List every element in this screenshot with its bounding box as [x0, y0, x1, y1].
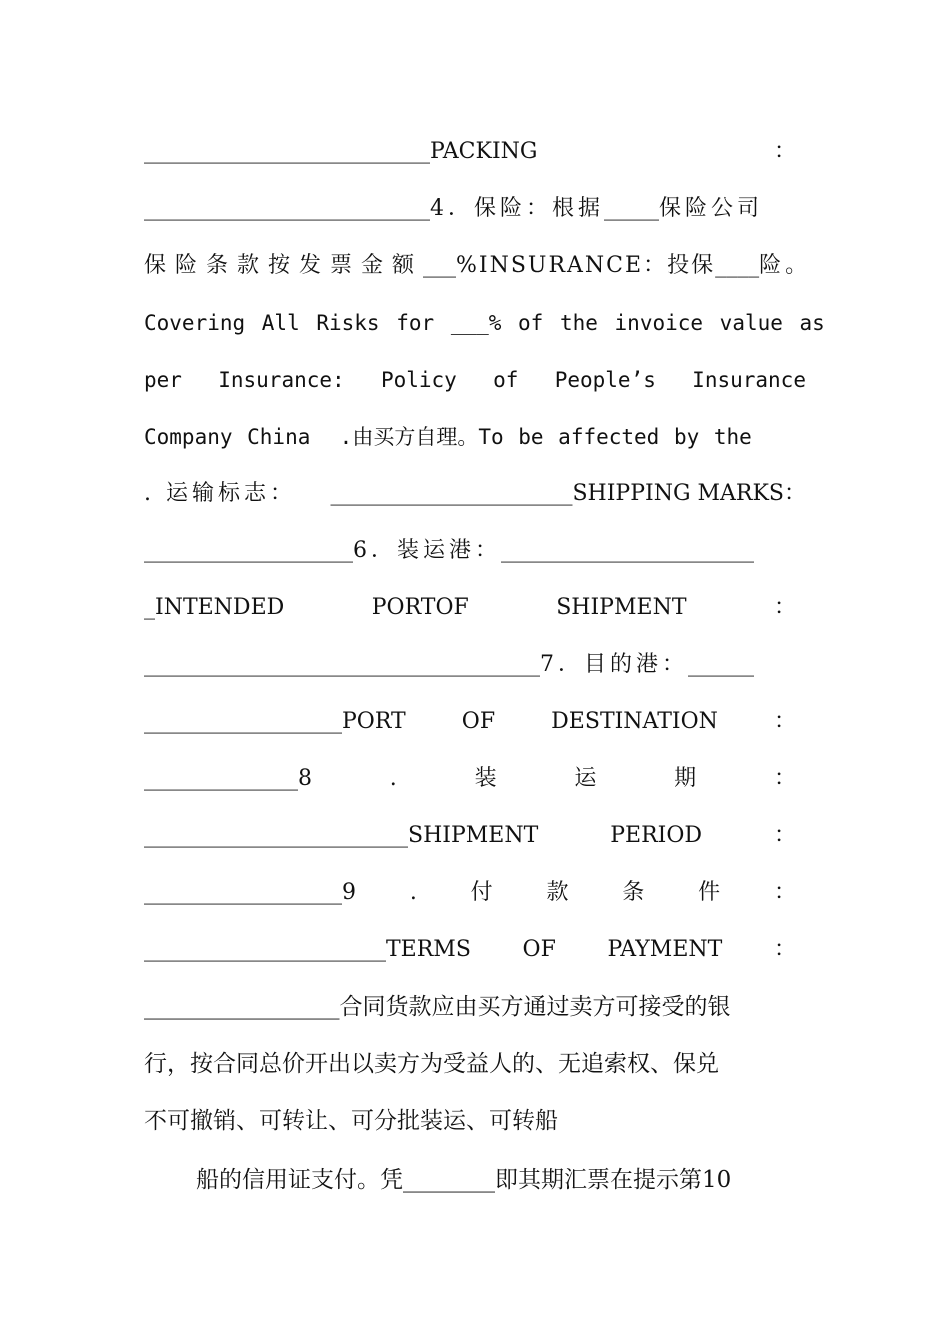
- packing-colon: ：: [773, 139, 796, 164]
- port-of-shipment-blank: _______________________: [501, 538, 754, 563]
- insurance-clause-line: [144, 248, 812, 284]
- insurer-blank: _____: [604, 196, 659, 221]
- terms-row: [144, 932, 471, 968]
- insurance-clause-text: 保险条款按发票金额: [144, 253, 424, 278]
- payment-text-5: 即其期汇票在提示第10: [495, 1167, 732, 1193]
- terms-of-word: OF: [522, 937, 556, 962]
- shipping-marks-blank: ______________________: [330, 481, 573, 506]
- destination-row: [144, 704, 406, 740]
- buyer-arrange-text: .由买方自理。To be affected by the: [339, 425, 752, 449]
- payment-row: [144, 875, 356, 911]
- payment-text-4: 船的信用证支付。凭: [196, 1167, 403, 1193]
- destination-blank: ______: [688, 652, 754, 677]
- payment-text-line-4: [196, 1162, 806, 1198]
- terms-word: TERMS: [386, 937, 471, 962]
- destination-colon: ：: [773, 709, 796, 734]
- portof-word: PORTOF: [371, 595, 469, 620]
- insurance-clause-row: [144, 248, 759, 284]
- port-of-destination-line: [144, 704, 806, 740]
- payment-text-3: 不可撤销、可转让、可分批装运、可转船: [144, 1108, 558, 1134]
- draft-blank: ________: [403, 1167, 495, 1193]
- period-dot: .: [389, 766, 397, 791]
- shipment-period-blank: ________________________: [144, 823, 408, 848]
- company-line: [144, 419, 806, 455]
- shipping-marks-line: [144, 476, 806, 512]
- payment-number: 9: [342, 880, 356, 905]
- risk-suffix: 险。: [759, 253, 812, 278]
- payment-text-2: 行，按合同总价开出以卖方为受益人的、无追索权、保兑: [144, 1051, 719, 1077]
- payment-char-2: 款: [546, 880, 569, 905]
- packing-label: PACKING: [430, 139, 538, 164]
- insurance-blank: __________________________: [144, 196, 430, 221]
- payment-text-line-1: [144, 989, 806, 1025]
- payment-colon: ：: [773, 880, 796, 905]
- insurance-heading-line: [144, 191, 806, 227]
- period-char-3: 期: [674, 766, 697, 791]
- covering-percent-blank: ___: [450, 311, 489, 335]
- shipment-period-heading-line: [144, 761, 806, 797]
- covering-text: Covering All Risks for: [144, 311, 435, 335]
- port-word: PORT: [342, 709, 406, 734]
- period-colon: ：: [773, 766, 796, 791]
- intended-word: _INTENDED: [144, 595, 285, 620]
- shipping-marks-row: [330, 476, 806, 512]
- period-char-1: 装: [474, 766, 497, 791]
- payment-char-1: 付: [470, 880, 493, 905]
- destination-field-blank: __________________: [144, 709, 342, 734]
- payment-text-line-2: [144, 1046, 806, 1082]
- shipment-period-row: [144, 818, 538, 854]
- payment-word: PAYMENT: [607, 937, 723, 962]
- destination-word: DESTINATION: [551, 709, 718, 734]
- payment-text-1: 合同货款应由买方通过卖方可接受的银: [339, 994, 731, 1020]
- risk-blank: ____: [715, 253, 760, 278]
- policy-word-5: People’s: [554, 368, 656, 392]
- terms-blank: ______________________: [144, 937, 386, 962]
- destination-heading-line: [144, 647, 806, 683]
- pre-destination-blank: ____________________________________: [144, 652, 540, 677]
- period-row: [144, 761, 312, 797]
- policy-word-1: per: [144, 368, 182, 392]
- pre-payment-blank: __________________: [144, 880, 342, 905]
- shipment-word: SHIPMENT: [556, 595, 687, 620]
- policy-word-4: of: [493, 368, 519, 392]
- payment-dot: .: [409, 880, 417, 905]
- policy-word-2: Insurance:: [218, 368, 345, 392]
- pre-period-blank: ______________: [144, 766, 298, 791]
- packing-row: [144, 134, 537, 170]
- payment-text-blank: _________________: [144, 994, 340, 1020]
- insurance-heading: 4．保险：根据: [430, 196, 604, 221]
- of-word: OF: [461, 709, 496, 734]
- payment-char-4: 件: [698, 880, 721, 905]
- shipment-period-colon: ：: [773, 823, 796, 848]
- policy-word-3: Policy: [380, 368, 457, 392]
- terms-colon: ：: [773, 937, 796, 962]
- percent-blank: ___: [423, 253, 457, 278]
- intended-port-line: [144, 590, 806, 626]
- packing-blank: __________________________: [144, 139, 430, 164]
- period-char-2: 运: [574, 766, 597, 791]
- insurance-company-label: 保险公司: [659, 196, 764, 221]
- shipment-word-2: SHIPMENT: [408, 823, 539, 848]
- shipping-marks-cn: . 运输标志：: [144, 481, 296, 506]
- pre-port-blank: ___________________: [144, 538, 353, 563]
- payment-text-line-3: [144, 1103, 806, 1139]
- packing-line: [144, 134, 806, 170]
- company-name: Company China: [144, 425, 311, 449]
- shipping-marks-label: SHIPPING MARKS：: [572, 481, 806, 506]
- invoice-value-text: % of the invoice value as: [488, 311, 825, 335]
- terms-of-payment-line: [144, 932, 806, 968]
- payment-char-3: 条: [622, 880, 645, 905]
- intended-port-colon: ：: [773, 595, 796, 620]
- port-of-shipment-heading: 6．装运港：: [353, 538, 501, 563]
- period-word: PERIOD: [610, 823, 703, 848]
- shipment-period-line: [144, 818, 806, 854]
- port-of-shipment-line: [144, 533, 806, 569]
- insurance-insure-text: %INSURANCE：投保: [456, 253, 716, 278]
- covering-line: [144, 305, 825, 341]
- destination-heading: 7．目的港：: [540, 652, 688, 677]
- payment-heading-line: [144, 875, 806, 911]
- period-number: 8: [298, 766, 312, 791]
- policy-line: [144, 362, 806, 398]
- policy-word-6: Insurance: [692, 368, 806, 392]
